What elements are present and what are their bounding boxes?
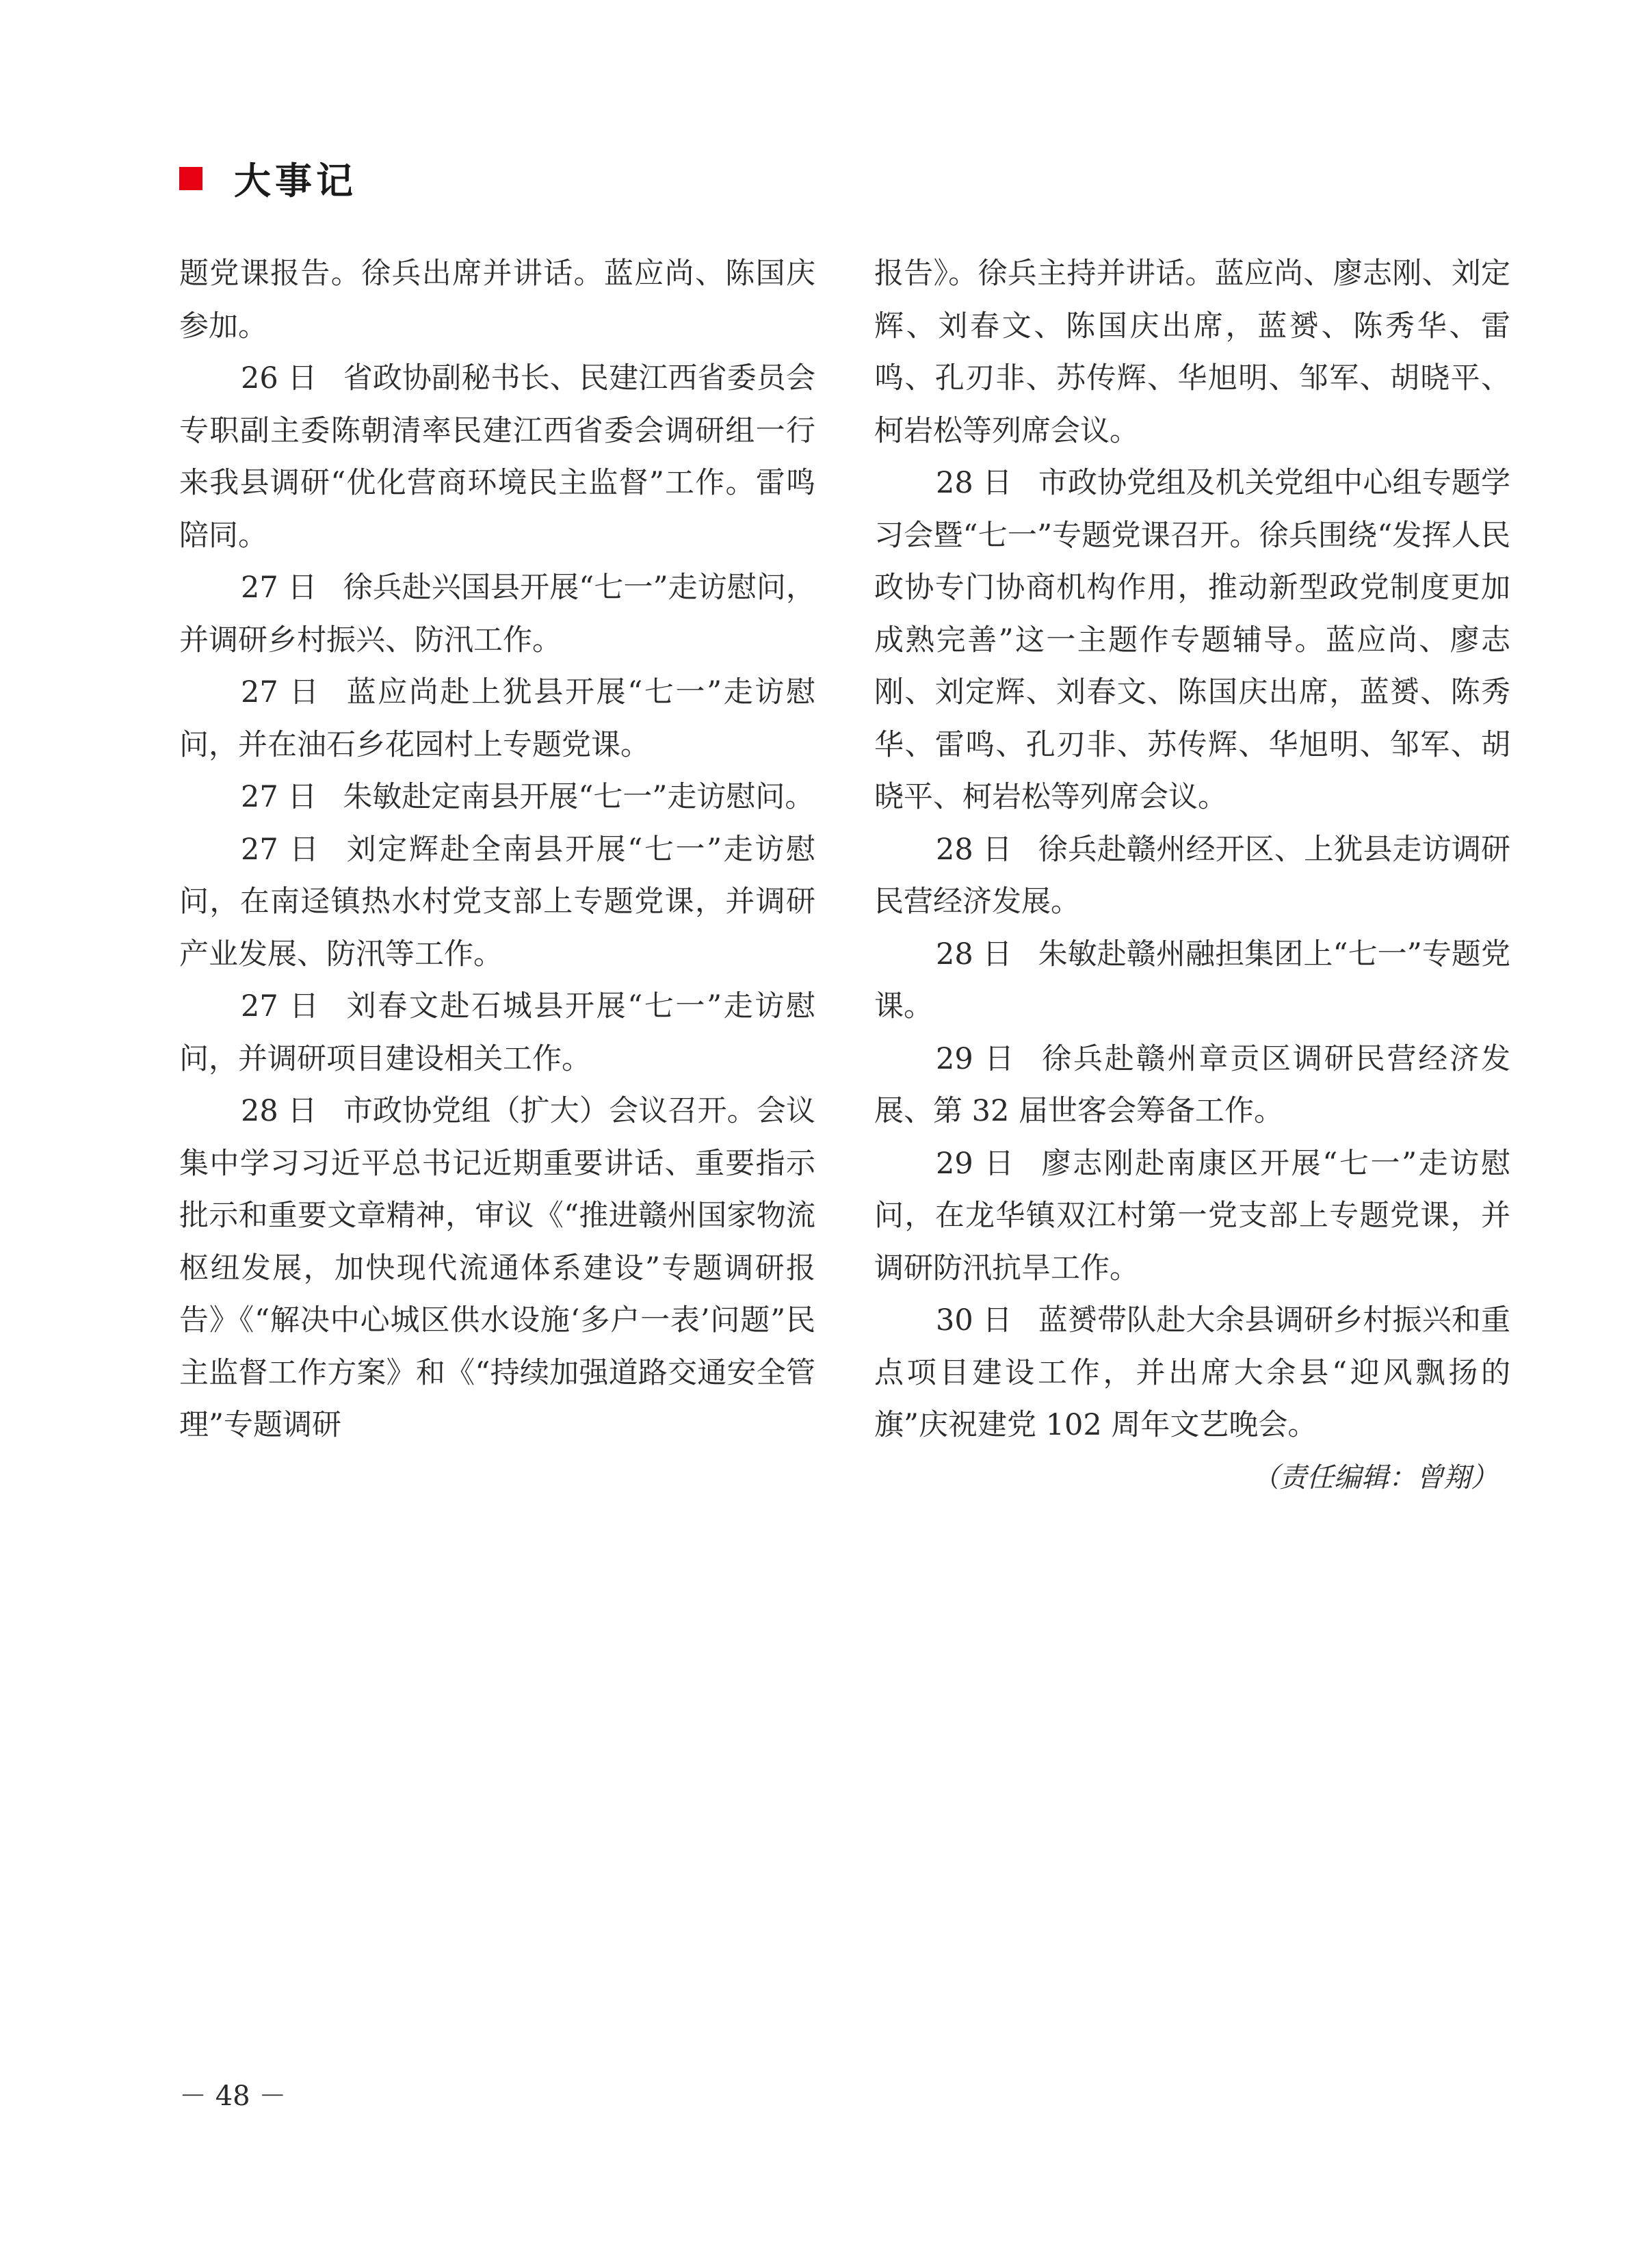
event-entry bbox=[874, 1033, 1510, 1138]
event-date: 28 日 bbox=[241, 1094, 317, 1128]
event-date: 28 日 bbox=[936, 832, 1012, 867]
event-entry bbox=[874, 457, 1510, 824]
event-date: 28 日 bbox=[936, 466, 1012, 500]
paragraph-text: 报告》。徐兵主持并讲话。蓝应尚、廖志刚、刘定辉、刘春文、陈国庆出席，蓝赟、陈秀华、雷鸣、孔刃非、苏传辉、华旭明、邹军、胡晓平、柯岩松等列席会议。 bbox=[874, 257, 1510, 448]
event-entry bbox=[179, 824, 815, 981]
event-entry bbox=[179, 1085, 815, 1452]
event-entry bbox=[179, 352, 815, 562]
paragraph-text: 题党课报告。徐兵出席并讲话。蓝应尚、陈国庆参加。 bbox=[179, 257, 815, 343]
event-date: 29 日 bbox=[936, 1041, 1017, 1076]
event-text: 廖志刚赴南康区开展“七一”走访慰问，在龙华镇双江村第一党支部上专题党课，并调研防汛抗旱工作。 bbox=[874, 1146, 1510, 1286]
editor-credit: （责任编辑：曾翔） bbox=[1252, 1461, 1498, 1493]
paragraph-continued bbox=[874, 248, 1510, 457]
event-text: 朱敏赴赣州融担集团上“七一”专题党课。 bbox=[874, 937, 1511, 1023]
red-square-icon bbox=[179, 167, 202, 190]
event-date: 27 日 bbox=[241, 675, 321, 709]
left-column bbox=[179, 248, 815, 1452]
page-number: － 48 － bbox=[179, 2080, 287, 2112]
event-text: 市政协党组及机关党组中心组专题学习会暨“七一”专题党课召开。徐兵围绕“发挥人民政协专门协商机构作用，推动新型政党制度更加成熟完善”这一主题作专题辅导。蓝应尚、廖志刚、刘定辉、刘春文、陈国庆出席，蓝赟、陈秀华、雷鸣、孔刃非、苏传辉、华旭明、邹军、胡晓平、柯岩松等列席会议。 bbox=[874, 466, 1511, 814]
event-date: 27 日 bbox=[241, 989, 321, 1023]
event-entry bbox=[179, 771, 815, 824]
event-date: 28 日 bbox=[936, 937, 1012, 971]
event-text: 徐兵赴兴国县开展“七一”走访慰问，并调研乡村振兴、防汛工作。 bbox=[179, 571, 816, 657]
event-entry bbox=[874, 1138, 1510, 1295]
event-entry bbox=[179, 666, 815, 771]
right-column bbox=[874, 248, 1510, 1504]
event-entry bbox=[179, 980, 815, 1085]
event-text: 市政协党组（扩大）会议召开。会议集中学习习近平总书记近期重要讲话、重要指示批示和重要文章精神，审议《“推进赣州国家物流枢纽发展，加快现代流通体系建设”专题调研报告》《“解决中心城区供水设施‘多户一表’问题”民主监督工作方案》和《“持续加强道路交通安全管理”专题调研 bbox=[179, 1094, 816, 1442]
event-entry bbox=[874, 824, 1510, 928]
event-text: 徐兵赴赣州章贡区调研民营经济发展、第 32 届世客会筹备工作。 bbox=[874, 1041, 1511, 1128]
event-text: 蓝应尚赴上犹县开展“七一”走访慰问，并在油石乡花园村上专题党课。 bbox=[179, 675, 815, 762]
event-date: 27 日 bbox=[241, 780, 317, 814]
event-date: 26 日 bbox=[241, 361, 317, 395]
event-date: 30 日 bbox=[936, 1303, 1012, 1338]
event-text: 徐兵赴赣州经开区、上犹县走访调研民营经济发展。 bbox=[874, 832, 1511, 919]
event-entry bbox=[874, 1294, 1510, 1452]
event-text: 刘定辉赴全南县开展“七一”走访慰问，在南迳镇热水村党支部上专题党课，并调研产业发展、防汛等工作。 bbox=[179, 832, 815, 971]
event-text: 省政协副秘书长、民建江西省委员会专职副主委陈朝清率民建江西省委会调研组一行来我县调研“优化营商环境民主监督”工作。雷鸣陪同。 bbox=[179, 361, 816, 553]
event-entry bbox=[179, 562, 815, 666]
event-text: 朱敏赴定南县开展“七一”走访慰问。 bbox=[343, 780, 815, 814]
section-title: 大事记 bbox=[234, 159, 357, 203]
event-entry bbox=[874, 928, 1510, 1033]
event-text: 刘春文赴石城县开展“七一”走访慰问，并调研项目建设相关工作。 bbox=[179, 989, 815, 1076]
event-date: 27 日 bbox=[241, 832, 321, 867]
paragraph-continued bbox=[179, 248, 815, 352]
section-header bbox=[179, 152, 357, 205]
event-date: 29 日 bbox=[936, 1146, 1016, 1181]
event-text: 蓝赟带队赴大余县调研乡村振兴和重点项目建设工作，并出席大余县“迎风飘扬的旗”庆祝建党 102 周年文艺晚会。 bbox=[874, 1303, 1511, 1442]
event-date: 27 日 bbox=[241, 571, 317, 605]
